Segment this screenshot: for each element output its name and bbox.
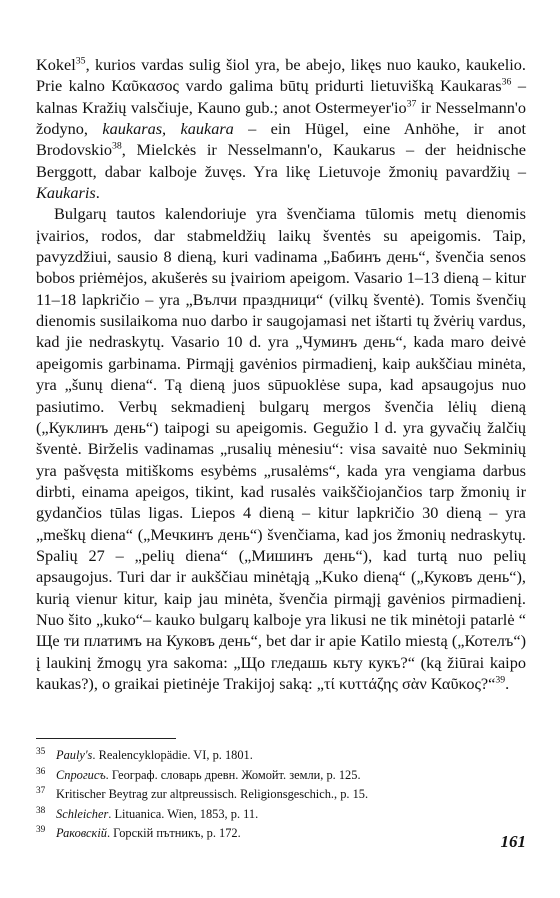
footnote-ref-35: 35 bbox=[75, 55, 86, 67]
text-run: . bbox=[95, 183, 100, 203]
page-number: 161 bbox=[500, 832, 526, 851]
footnote-text: Раковскiй. Горскiй пътникъ, p. 172. bbox=[56, 826, 241, 841]
footnote-35 bbox=[36, 744, 526, 764]
footnotes bbox=[36, 744, 526, 842]
footnote-ref-38: 38 bbox=[112, 140, 122, 152]
italic-term: Kaukaris bbox=[36, 183, 96, 203]
paragraph-kaukas-names bbox=[36, 54, 526, 203]
text-run: Bulgarų tautos kalendoriuje yra švenčiama tūlomis metų dienomis įvairios, rodos, dar stabmeldžių laikų šventės su apeigomis. Taip, pavyzdžiui, sausio 8 dieną, kuri vadinama „Бабинъ день“, švenčia senos bobos priėmėjos, akušerės su įvairiom apeigom. Vasario 1–13 dieną – kitur 11–18 lapkričio – yra „Вълчи праздници“ (vilkų šventė). Tomis švenčių dienomis susilaikoma nuo darbo ir saugojamasi net ištarti tų žvėrių vardus, kad jie nedraskytų. Vasario 10 d. yra „Чуминъ день“, kada maro deivė apeigomis garbinama. Pirmąjį gavėnios pirmadienį, kaip aukščiau minėta, yra „šunų diena“. Tą dieną juos sūpuoklėse supa, kad apsaugojus nuo pasiutimo. Verbų sekmadienį bulgarų mergos švenčia lėlių dieną („Куклинъ день“) taipogi su apeigomis. Gegužio l d. yra gyvačių žalčių šventė. Birželis vadinamas „rusalių mėnesiu“: visa savaitė nuo Sekminių yra pašvęsta mitiškoms esybėms „rusalėms“, kada yra vengiama darbus dirbti, einama apeigos, tikint, kad rusalės vaikščiojančios tarp žmonių ir gydančios tūlas ligas. Liepos 4 dieną – kitur lapkričio 30 dieną – yra „meškų diena“ („Мечкинъ день“) švenčiama, kad jos žmonių nedraskytų. Spalių 27 – „pelių diena“ („Мишинъ день“), kad turtą nuo pelių apsaugojus. Turi dar ir aukščiau minėtąją „Kuko dieną“ („Куковъ день“), kurią vienur kitur, kaip jau minėta, švenčia pirmąjį gavėnios pirmadienį. Nuo šito „kuko“– kauko bulgarų kalboje yra likusi ne tik minėtoji patarlė “ Ще ти платимъ на Куковъ день“, bet dar ir apie Katilo miestą („Котелъ“) į laukinį žmogų yra sakoma: „Що гледашь кьту кукъ?“ (ką žiūrai kaipo kaukas?), o graikai pietinėje Trakijoj saką: „τί κυττάζης σὰν Καῦκος?“ bbox=[36, 204, 526, 693]
footnote-divider bbox=[36, 738, 176, 739]
footnote-36 bbox=[36, 764, 526, 784]
footnote-text: Kritischer Beytrag zur altpreussisch. Religionsgeschich., p. 15. bbox=[56, 787, 369, 802]
text-run: ir Nesselmann'o žodyno, bbox=[36, 97, 526, 139]
text-run: , Mielckės ir Nesselmann'o, Kaukarus – der heidnische Berggott, dabar kalboje žuvęs. Yra likę Lietuvoje žmonių pavardžių – bbox=[36, 140, 526, 181]
text-run: – ein Hügel, eine Anhöhe, ir anot Brodovskio bbox=[36, 119, 526, 160]
text-run: . bbox=[505, 673, 510, 693]
text-run: – kalnas Kražių valsčiuje, Kauno gub.; anot Ostermeyer'io bbox=[36, 76, 526, 117]
footnote-ref-37: 37 bbox=[406, 98, 417, 110]
footnote-ref-39: 39 bbox=[495, 674, 506, 686]
body-text bbox=[36, 54, 526, 694]
footnote-number: 35 bbox=[36, 747, 46, 757]
text-run: Kokel bbox=[36, 55, 76, 74]
italic-term: kaukaras, kaukara bbox=[102, 119, 234, 139]
footnote-text: Pauly's. Realencyklopädie. VI, p. 1801. bbox=[56, 748, 253, 763]
paragraph-bulgarian-calendar bbox=[36, 203, 526, 694]
footnote-38 bbox=[36, 803, 526, 823]
footnote-text: Спрогисъ. Географ. словарь древн. Жомойт. земли, p. 125. bbox=[56, 767, 361, 782]
footnote-text: Schleicher. Lituanica. Wien, 1853, p. 11. bbox=[56, 806, 259, 821]
footnote-37 bbox=[36, 783, 526, 803]
footnote-number: 37 bbox=[36, 786, 46, 797]
footnote-ref-36: 36 bbox=[501, 76, 512, 88]
footnote-39 bbox=[36, 822, 526, 842]
footnote-number: 36 bbox=[36, 766, 46, 777]
text-run: , kurios vardas sulig šiol yra, be abejo, likęs nuo kauko, kaukelio. Prie kalno Καῦκασος vardo galima būtų pridurti lietuvišką Kaukaras bbox=[36, 55, 526, 96]
footnote-number: 38 bbox=[36, 805, 46, 816]
footnote-number: 39 bbox=[36, 825, 46, 836]
